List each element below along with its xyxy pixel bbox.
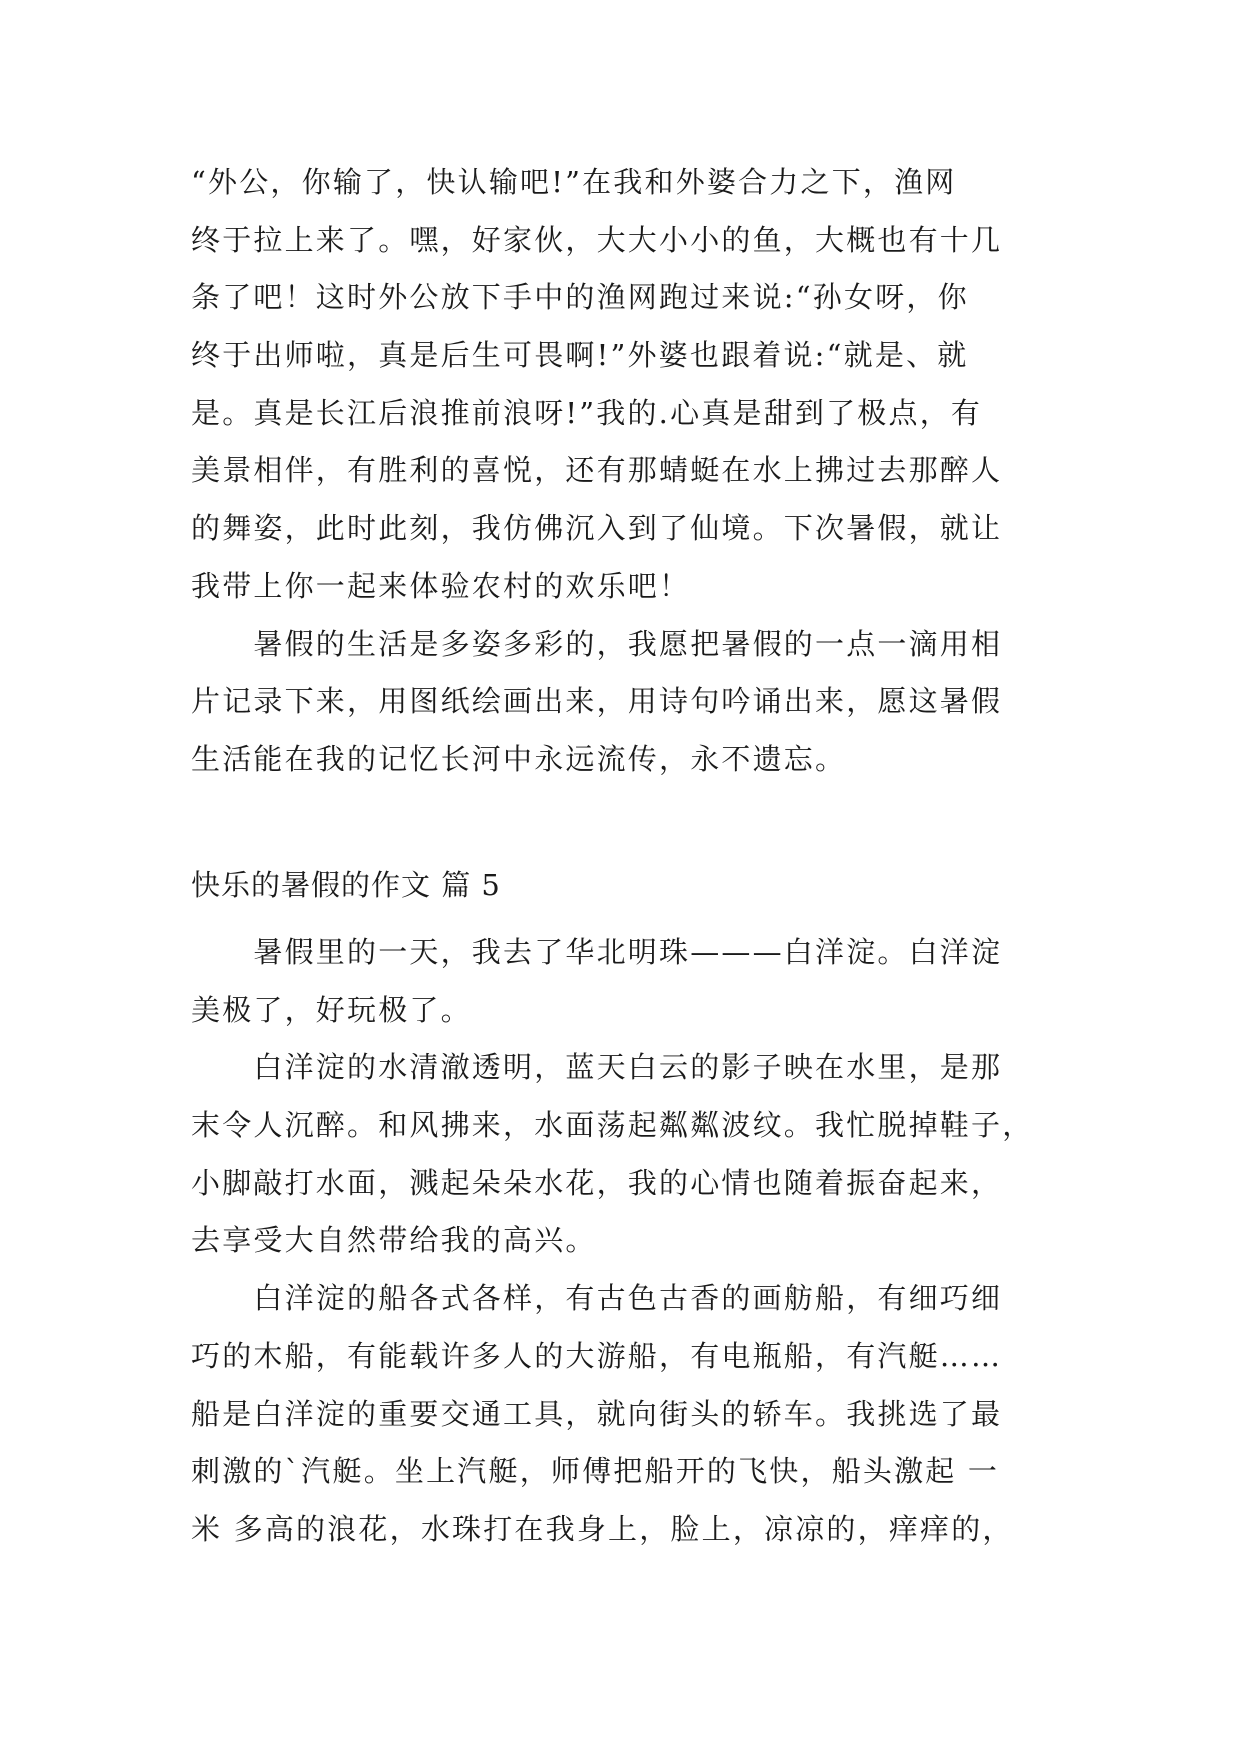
text-line: 美极了，好玩极了。	[191, 992, 472, 1027]
text-line: 片记录下来，用图纸绘画出来，用诗句吟诵出来，愿这暑假	[191, 684, 1003, 719]
text-line: “外公，你输了，快认输吧!”在我和外婆合力之下，渔网	[191, 165, 957, 199]
essay-text-part-2	[191, 924, 1051, 1559]
text-line: 白洋淀的船各式各样，有古色古香的画舫船，有细巧细	[191, 1281, 1003, 1316]
text-line: 刺激的`汽艇。坐上汽艇，师傅把船开的飞快，船头激起 一	[191, 1454, 1000, 1489]
text-line: 是。真是长江后浪推前浪呀!”我的.心真是甜到了极点，有	[191, 395, 983, 430]
text-line: 美景相伴，有胜利的喜悦，还有那蜻蜓在水上拂过去那醉人	[191, 453, 1003, 488]
text-line: 暑假里的一天，我去了华北明珠———白洋淀。白洋淀	[191, 935, 1003, 969]
text-line: 去享受大自然带给我的高兴。	[191, 1223, 597, 1258]
section-heading: 快乐的暑假的作文 篇 5	[191, 868, 501, 902]
text-line: 小脚敲打水面，溅起朵朵水花，我的心情也随着振奋起来，	[191, 1165, 1003, 1200]
text-line: 米 多高的浪花，水珠打在我身上，脸上，凉凉的，痒痒的，	[191, 1511, 1014, 1546]
text-line: 的舞姿，此时此刻，我仿佛沉入到了仙境。下次暑假，就让	[191, 511, 1003, 546]
text-line: 终于出师啦，真是后生可畏啊!”外婆也跟着说:“就是、就	[191, 338, 969, 373]
text-line: 条了吧！这时外公放下手中的渔网跑过来说:“孙女呀，你	[191, 280, 969, 315]
essay-text-part-1	[191, 154, 1051, 789]
text-line: 暑假的生活是多姿多彩的，我愿把暑假的一点一滴用相	[191, 626, 1003, 661]
text-line: 白洋淀的水清澈透明，蓝天白云的影子映在水里，是那	[191, 1050, 1003, 1085]
text-line: 巧的木船，有能载许多人的大游船，有电瓶船，有汽艇……	[191, 1338, 1003, 1373]
text-line: 我带上你一起来体验农村的欢乐吧！	[191, 568, 691, 603]
text-line: 生活能在我的记忆长河中永远流传，永不遗忘。	[191, 741, 847, 776]
text-line: 末令人沉醉。和风拂来，水面荡起粼粼波纹。我忙脱掉鞋子，	[191, 1108, 1034, 1143]
text-line: 终于拉上来了。嘿，好家伙，大大小小的鱼，大概也有十几	[191, 222, 1003, 257]
text-line: 船是白洋淀的重要交通工具，就向街头的轿车。我挑选了最	[191, 1396, 1003, 1431]
